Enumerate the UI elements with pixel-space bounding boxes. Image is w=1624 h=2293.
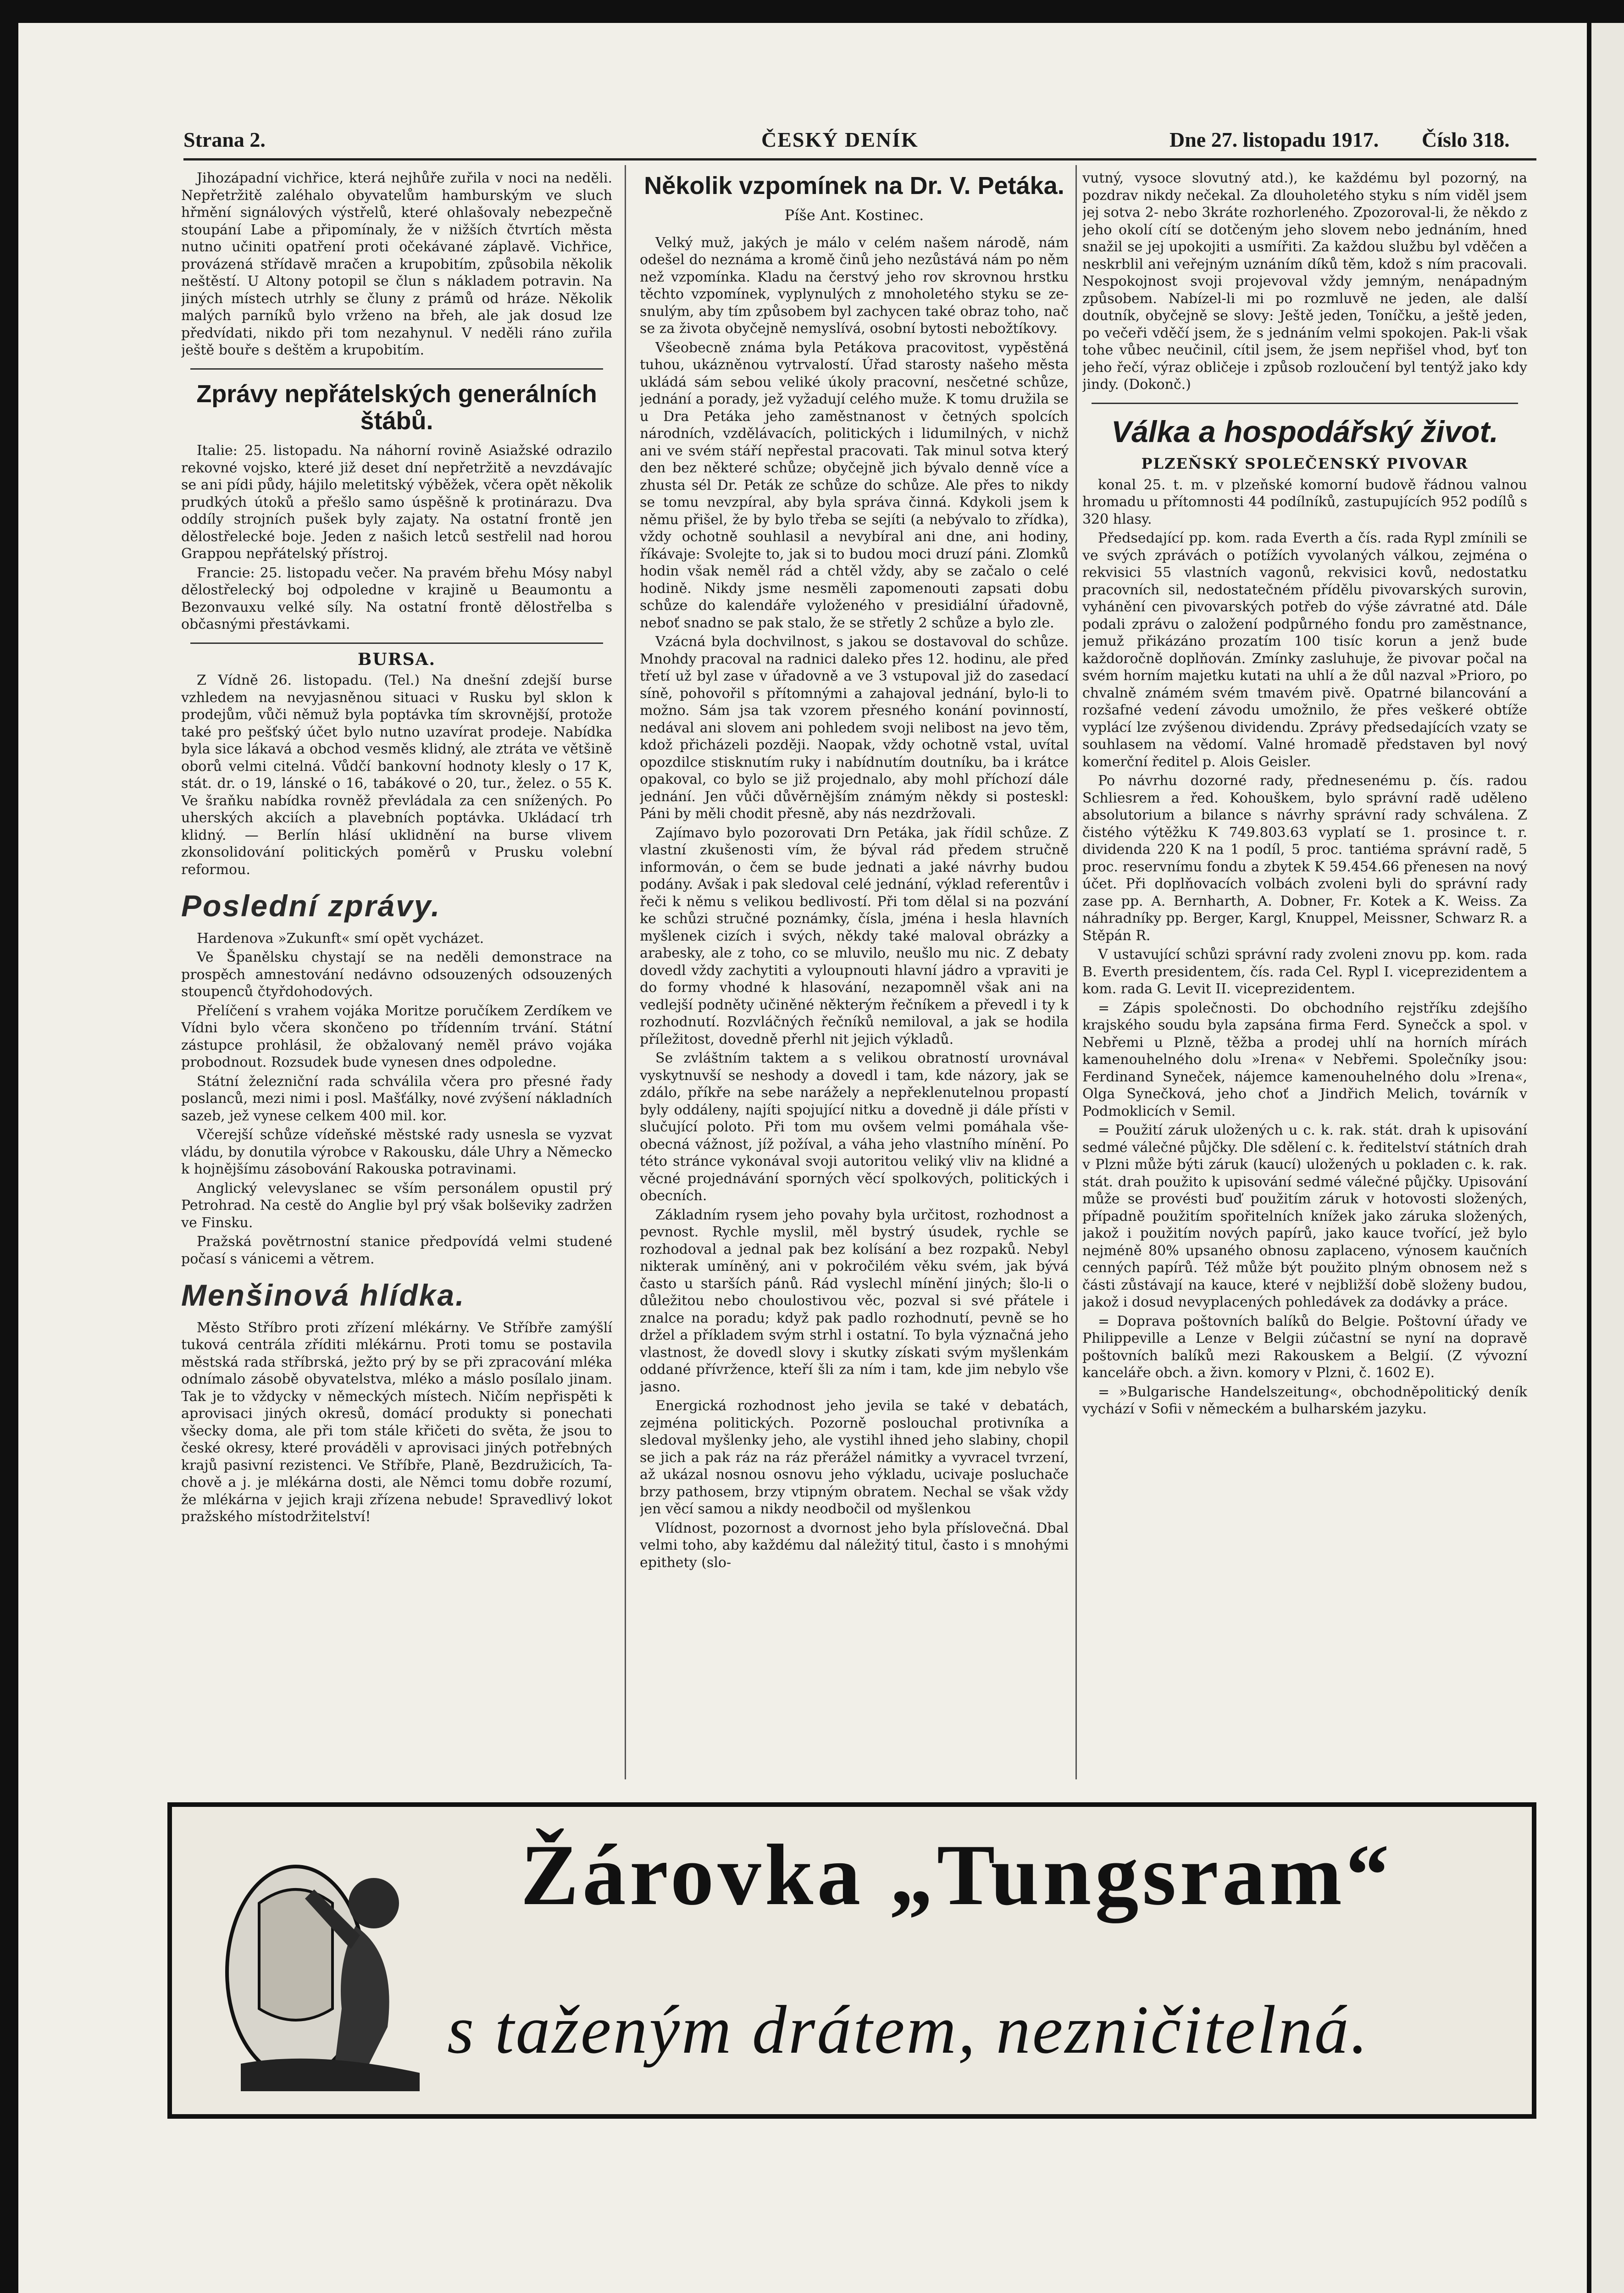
minority-watch-headline: Menšinová hlídka. xyxy=(181,1278,466,1313)
notice-item: = Zápis společnosti. Do obchodního rejstříku zdejšího krajského soudu byla zapsána firma Ferd. Synečck a spol. v Nebřemi u Plzně, těžba a prodej uhlí na horních mírách kamenouhelného dolu »Irena« v Nebřemi. Společníky jsou: Ferdinand Syneček, nájemce kamenouhelného dolu »Irena«, Olga Synečková, jeho choť a Jindřich Melich, továrník v Podmoklicích v Semil. xyxy=(1082,1000,1527,1119)
article-paragraph: Vzácná byla dochvilnost, s jakou se dostavoval do schůze. Mnohdy pracoval na radnici daleko přes 12. hodinu, ale před třetí už byl zase v úřadovně a ve 3 vstupoval již do zasedací síně, pohovořil s přítomnými a zahajoval jednání, bylo-li to možno. Sám jsa tak vzorem přesného konání povinností, nedával ani slovem ani pohledem svoji nelibost na jevo těm, kdož přicházeli později. Naopak, vždy ochotně vstal, uvítal opozdilce stisknutím ruky i nabídnutím doutníku, ba i krátce opakoval, co bylo se již projednalo, aby mohl příchozí dále jednání. Jen vůči důvěrnějším známým někdy si posteskl: Páni by měli chodit přesně, aby nás nezdržovali. xyxy=(640,634,1069,822)
article-paragraph: Předsedající pp. kom. rada Everth a čís. rada Rypl zmínili se ve svých zprávách o potížích vyvolaných válkou, zejména o rekvisici 55 vlastních vagonů, rekvisici kovů, nedostatku pracovních sil, nedostatečném přídělu pivovarských surovin, vyhánění cen pivovarských potřeb do výše závratné atd. Dále podali zprávu o založení podpůrného fondu pro zaměstnance, jemuž přikázáno prozatím 100 tisíc korun a jenž bude každoročně doplňován. Zmínky zasluhuje, že pivovar počal na svém horním majetku kutati na uhlí a že důl nazval »Prioro, po chvalně známém svém tmavém pivě. Opatrné bilancování a rozšafné vedení závodu umožnilo, že přes veškeré obtíže vyplácí lze zvýšenou dividendu. Zprávy předsedajících vzaty se souhlasem na vědomí. Valné hromadě představen byl nový komerční ředitel p. Alois Geisler. xyxy=(1082,530,1527,770)
section-divider xyxy=(190,368,603,370)
section-divider xyxy=(1092,403,1518,404)
page-number: Strana 2. xyxy=(183,128,266,151)
column-divider xyxy=(625,165,626,1779)
ad-headline: Žárovka „Tungsram“ xyxy=(521,1827,1393,1923)
news-item: Hardenova »Zukunft« smí opět vycházet. xyxy=(197,930,484,947)
article-paragraph: Vlídnost, pozornost a dvornost jeho byla příslovečná. Dbal velmi toho, aby každému dal náležitý titul, často i s mnohými epithety (slo- xyxy=(640,1520,1069,1571)
brewery-headline: PLZEŇSKÝ SPOLEČENSKÝ PIVOVAR xyxy=(1141,455,1469,473)
memories-headline: Několik vzpomínek na Dr. V. Petáka. xyxy=(644,172,1064,199)
latest-news-headline: Poslední zprávy. xyxy=(181,889,441,923)
article-paragraph: Italie: 25. listopadu. Na náhorní rovině Asiažské odrazilo rekovné vojsko, které již deset dní nepřetržitě a nevzdávajíc se ani pídi půdy, hájilo meletitský výběžek, včera opět několik prudkých útoků a přešlo samo úspěšně k protinárazu. Dva oddíly strojních pušek byly zajaty. Na ostatní frontě jen dělostřelecké boje. Jeden z našich letců sestřelil nad horou Grappou nepřátelský přístroj. xyxy=(181,443,612,562)
staff-reports-headline: Zprávy nepřátelských generálních štábů. xyxy=(196,380,597,435)
news-item: Ve Španělsku chystají se na neděli demonstrace na prospěch amnestování nedávno odsouzených odsouzených stoupenců čtyřdohodových. xyxy=(181,949,612,1000)
notice-item: = Použití záruk uložených u c. k. rak. stát. drah k upisování sedmé válečné půjčky. Dle sdělení c. k. ředitelství státních drah v Plzni může býti záruk (kaucí) uložených u pokladen c. k. rak. stát. drah použito k upisování sedmé válečné půjčky. Upisování může se provésti buď použitím záruk v hotovosti složených, případně použitím spořitelních knížek jako záruka složených, jakož i použitím nových papírů, jako kauce tvořící, jež bylo nejméně 80% upsaného obnosu zaplaceno, výnosem kaučních cenných papírů. Též může být použito plným obnosem než s části zůstávají na kauce, které v nejbližší době složeny budou, jakož i dosud nevyplacených pohledávek za dodávky a práce. xyxy=(1082,1122,1527,1311)
news-item: Pražská povětrnostní stanice předpovídá velmi studené počasí s vánicemi a větrem. xyxy=(181,1234,612,1267)
column-middle xyxy=(640,170,1069,1573)
article-paragraph: Francie: 25. listopadu večer. Na pravém břehu Mósy nabyl dělostřelecký boj odpoledne v krajině u Beaumontu a Bezonvauxu velké síly. Na ostatní frontě dělostřelba s občasnými přestávkami. xyxy=(181,565,612,633)
notice-item: = »Bulgarische Handelszeitung«, obchodněpolitický deník vychází v Sofii v německém a bulharském jazyku. xyxy=(1082,1384,1527,1418)
article-paragraph: Z Vídně 26. listopadu. (Tel.) Na dnešní zdejší burse vzhledem na nevyjasněnou situaci v Rusku byl sklon k prodejům, vůči němuž byla poptávka tím skrovnější, protože také pro pešťský účet bylo nutno uzavírat prodeje. Nabídka byla sice lákavá a obchod vesměs klidný, ale ztráta ve většině oborů velmi citelná. Vůdčí bankovní hodnoty klesly o 17 K, stát. dr. o 19, lánské o 16, tabákové o 20, tur., želez. o 55 K. Ve šraňku nabídka rovněž převládala za cen snížených. Po uherských akciích a plavebních poptávka. Ukládací trh klidný. — Berlín hlásí uklidnění na burse vlivem zkonsolidování politických poměrů v Prusku volební reformou. xyxy=(181,672,612,878)
ad-slogan: s taženým drátem, nezničitelná. xyxy=(447,1992,1370,2068)
news-item: Přelíčení s vrahem vojáka Moritze poručíkem Zerdíkem ve Vídni bylo včera skončeno po třídenním trvání. Státní zástupce prohlásil, že obžalovaný neměl právo vojáka probodnout. Rozsudek bude vynesen dnes odpoledne. xyxy=(181,1002,612,1071)
article-paragraph: Po návrhu dozorné rady, přednesenému p. čís. radou Schliesrem a řed. Kohouškem, bylo správní radě uděleno absolutorium a bilance s návrhy správní rady schválena. Z čistého výtěžku K 749.803.63 vyplatí se 1. prosince t. r. dividenda 220 K na 1 podíl, 5 proc. tantiéma správní radě, 5 proc. reservnímu fondu a zbytek K 59.454.66 přenesen na nový účet. Při doplňovacích volbách zvoleni byli do správní rady zase pp. A. Bernharth, A. Dobner, Fr. Kotek a K. Weiss. Za náhradníky pp. Berger, Kargl, Knuppel, Meissner, Schwarz R. a Stěpán R. xyxy=(1082,773,1527,944)
news-item: Anglický velevyslanec se vším personálem opustil prý Petrohrad. Na cestě do Anglie byl prý však bolševiky zadržen ve Finsku. xyxy=(181,1180,612,1231)
article-paragraph: Základním rysem jeho povahy byla určitost, rozhodnost a pevnost. Rychle myslil, měl bystrý úsudek, rychle se rozhodoval a jednal pak bez kolísání a bez rozpaků. Nebyl nikterak umíněný, ani v pokročilém věku svém, jak bývá často u starších pánů. Rád vyslechl mínění jiných; šlo-li o důležitou nebo choulostivou věc, pozval si své přátele i znalce na poradu; když pak padlo rozhodnutí, pevně se ho držel a příkladem svým strhl i ostatní. To byla význačná jeho vlastnost, že dovedl slovy i skutky získati svým myšlenkám oddané přívržence, kteří šli za ním i tam, kde jim nebylo vše jasno. xyxy=(640,1207,1069,1395)
tungsram-advertisement xyxy=(167,1802,1536,2119)
article-paragraph: Energická rozhodnost jeho jevila se také v debatách, zejména politických. Pozorně poslouchal protivníka a sledoval myšlenky jeho, ale vystihl ihned jeho slabiny, chopil se jich a pak ráz na ráz přerážel námitky a vyvracel tvrzení, až ukázal nosnou osnovu jeho výkladu, ucivaje posluchače brzy pathosem, brzy vtipným obratem. Nechal se však vždy jen věcí samou a nikdy neodbočil od myšlenkou xyxy=(640,1398,1069,1518)
adjacent-page-edge xyxy=(1591,23,1624,2293)
storm-article xyxy=(181,170,612,359)
page-masthead xyxy=(183,127,1536,155)
section-divider xyxy=(190,642,603,644)
article-byline: Píše Ant. Kostinec. xyxy=(784,206,924,224)
article-paragraph: konal 25. t. m. v plzeňské komorní budově řádnou valnou hromadu u přítomnosti 44 podílníků, zastupujících 952 podílů s 320 hlasy. xyxy=(1082,476,1527,527)
issue-date: Dne 27. listopadu 1917. xyxy=(1170,128,1379,151)
article-paragraph: Se zvláštním taktem a s velikou obratností urovnával vyskytnuvší se neshody a dovedl i tam, kde názory, jak se zdálo, příkře na sebe narážely a nepřeklenutelnou propastí byly oddáleny, najíti spojující nitku a dovedně ji dále přísti v slučující poloto. Při tom mu ovšem velmi pomáhala všeobecná vážnost, jíž požíval, a váha jeho vlastního mínění. Po této stránce vykonával svoji autoritou veliký vliv na klidné a věcné projednávání sporných věcí spolkových, politických i obecních. xyxy=(640,1050,1069,1204)
article-paragraph: Velký muž, jakých je málo v celém našem národě, nám odešel do neznáma a kromě činů jeho nezůstává nám po něm než vzpomínka. Kladu na čerstvý jeho rov skrovnou hrstku těchto vzpomínek, vyplynulých z mnoholetého styku se zesnulým, aby tím způsobem byl zachycen také obraz toho, nač se za života obyčejně nemyslívá, osobní bytosti nebožtíkovy. xyxy=(640,234,1069,337)
article-paragraph: Jihozápadní vichřice, která nejhůře zuřila v noci na neděli. Nepřetržitě zaléhalo obyvatelům hamburským ve sluch hřmění signálových výstřelů, které ohlašovaly nebezpečně stoupání Labe a připomínaly, že v nižších čtvrtích města nutno učiniti opatření proti očekávané záplavě. Vichřice, provázená střídavě mračen a krupobitím, způsobila několik neštěstí. U Altony potopil se člun s nákladem potravin. Na jiných místech utrhly se čluny z prámů od hráze. Několik malých parníků bylo vrženo na břeh, ale jak dosud lze předvídati, nikdo při tom nezahynul. V neděli ráno zuřila ještě bouře s deštěm a krupobitím. xyxy=(181,170,612,358)
article-paragraph: Všeobecně známa byla Petákova pracovitost, vypěstěná tuhou, ukázněnou vytrvalostí. Úřad starosty našeho města ukládá sám sebou veliké úkoly pracovní, nesčetné schůze, jednání a porady, jež vyžadují celého muže. K tomu družila se u Dra Petáka jeho zaměstnanost v četných spolcích národních, vzdělávacích, politických i lidumilných, v nichž ani ve svém stáří nepřestal pracovati. Tak minul sotva který den bez některé schůze; obyčejně jich bývalo denně více a zhusta sél Dr. Peták ze schůze do schůze. Ale přes to nikdy se tomu nevzpíral, aby byla správa činná. Kdykoli jsem k němu přišel, že by bylo třeba se sejíti (a nebývalo to zřídka), vždy ochotně souhlasil a nevybíral ani dne, ani hodiny, říkávaje: Svolejte to, jak si to budou moci druzí páni. Zlomků hodin však neměl rád a chtěl vždy, aby se začalo o celé hodině. Nikdy jsme nesměli zapomenouti zapsati dobu schůze do kalendáře vyloženého v presidiální úřadovně, neboť snadno se pak stalo, že se střetly 2 schůze a bylo zle. xyxy=(640,339,1069,631)
column-left xyxy=(181,170,612,1528)
news-item: Včerejší schůze vídeňské městské rady usnesla se vyzvat vládu, by donutila výrobce v Rakousku, dále Uhry a Německo k hojnějšímu zásobování Rakouska potravinami. xyxy=(181,1127,612,1178)
bursa-headline: BURSA. xyxy=(357,649,436,669)
article-paragraph: Město Stříbro proti zřízení mlékárny. Ve Stříbře zamýšlí tuková centrála zříditi mlékárnu. Proti tomu se postavila městská rada stříbrská, ježto prý by se při zpracování mléka odnímalo zásobě obyvatelstva, mléko a máslo posílalo jinam. Tak je to vždycky v německých místech. Ničím nepřispěti k aprovisaci jiných okresů, domácí produkty si ponechati všecky doma, ale při tom stále křičeti do světa, že jsou to české okresy, které prováděli v aprovisaci jiných potřebných krajů pasivní rezistenci. Ve Stříbře, Planě, Bezdružicích, Tachově a j. je mlékárna dosti, ale Němci tomu dobře rozumí, že mlékárna v jejich kraji zřízena nebude! Spravedlivý lokot pražského místodržitelství! xyxy=(181,1319,612,1525)
masthead-rule xyxy=(183,158,1536,161)
man-holding-bulb-illustration xyxy=(222,1834,443,2091)
article-paragraph: Zajímavo bylo pozorovati Drn Petáka, jak řídil schůze. Z vlastní zkušenosti vím, že býval rád předem stručně informován, o čem se bude jednati a jaké návrhy budou podány. Avšak i pak sledoval celé jednání, výklad referentův i řeči k němu s velikou bedlivostí. Při tom dělal si na pozvání ke schůzi stručné poznámky, čísla, jména i hesla hlavních myšlenek cizích i svých, někdy také maloval obrázky a arabesky, ale z toho, co se mluvilo, neušlo mu nic. Z debaty dovedl vždy zachytiti a vyloupnouti hlavní jádro a vpraviti je do formy vhodné k hlasování, nezapomněl však ani na vedlejší podněty učiněné některým řečníkem a převedl i ty k rozhodnutí. Rozvláčných řečníků nemiloval, a jak se hodila příležitost, dovedně přerhl nit jejich výkladů. xyxy=(640,825,1069,1047)
article-paragraph: V ustavující schůzi správní rady zvoleni znovu pp. kom. rada B. Everth presidentem, čís. rada Cel. Rypl I. viceprezidentem a kom. rada G. Levit II. viceprezidentem. xyxy=(1082,947,1527,997)
war-economy-headline: Válka a hospodářský život. xyxy=(1111,414,1498,449)
news-item: Státní železniční rada schválila včera pro přesné řady poslanců, mezi nimi i posl. Mašťálky, nové zvýšení nákladních sazeb, jež vynese celkem 400 mil. kor. xyxy=(181,1073,612,1124)
column-divider xyxy=(1075,165,1077,1779)
notice-item: = Doprava poštovních balíků do Belgie. Poštovní úřady ve Philippeville a Lenze v Belgii zúčastní se nyní na dopravě poštovních balíků mezi Rakouskem a Belgií. (Z vývozní kanceláře obch. a živn. komory v Plzni, č. 1602 E). xyxy=(1082,1313,1527,1381)
newspaper-name: ČESKÝ DENÍK xyxy=(761,128,919,151)
column-right xyxy=(1082,170,1527,1420)
issue-number: Číslo 318. xyxy=(1422,128,1510,151)
article-paragraph: vutný, vysoce slovutný atd.), ke každému byl pozorný, na pozdrav nikdy nečekal. Za dlouholetého styku s ním viděl jsem jej sotva 2- nebo 3kráte rozhorleného. Zpozoroval-li, že někdo z jeho okolí cítí se dotčeným jeho slovem nebo jednáním, hned snažil se jej upokojiti a usmířiti. Za každou službu byl vděčen a neskrblil ani veřejným uznáním díků těm, kdož s ním pracovali. Nespokojnost svoji projevoval vždy jemným, nenápadným způsobem. Nabízel-li mi po rozmluvě ne jeden, ale další doutník, obyčejně se slovy: Ještě jeden, Toníčku, a ještě jeden, po večeři vděčí jsem, že s jednáním velmi spokojen. Pak-li však tohe vůbec neučinil, cítil jsem, že jsem nepřišel vhod, byť ton jeho řečí, výraz obličeje i způsob rozloučení byl tentýž jako kdy jindy. (Dokonč.) xyxy=(1082,170,1527,393)
